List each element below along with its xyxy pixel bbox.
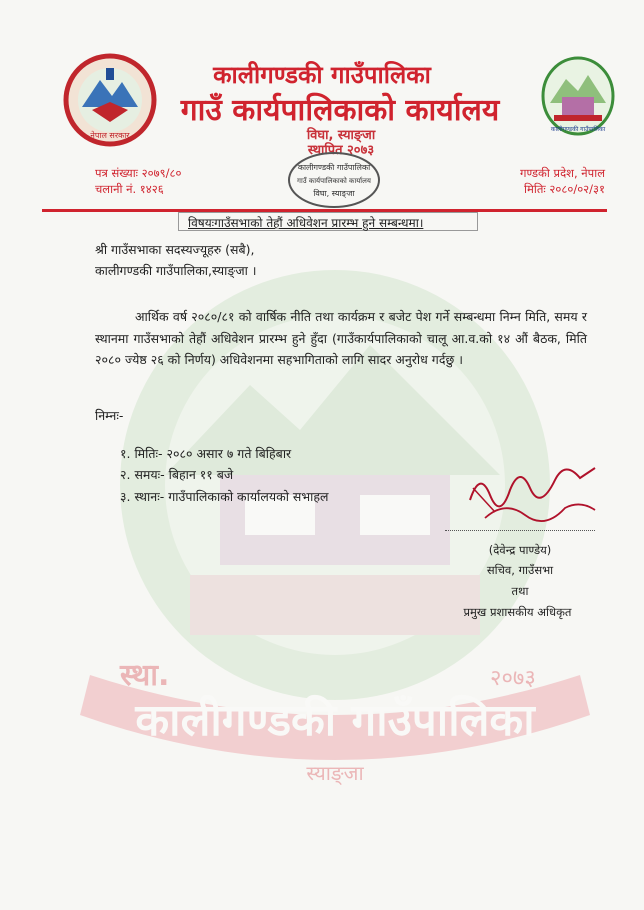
province: गण्डकी प्रदेश, नेपाल	[519, 166, 605, 180]
body-paragraph: आर्थिक वर्ष २०८०/८१ को वार्षिक नीति तथा कार्यक्रम र बजेट पेश गर्ने सम्बन्धमा निम्न मिति, समय र स्थानमा गाउँसभाको तेहौं अधिवेशन प्रारम्भ हुने हुँदा (गाउँकार्यपालिकाको चालू आ.व.को १४ औं बैठक, मिति २०८० ज्येष्ठ २६ को निर्णय) अधिवेशनमा सहभागिताको लागि सादर अनुरोध गर्दछु ।	[95, 309, 587, 367]
recipient-line: कालीगण्डकी गाउँपालिका,स्याङ्जा ।	[95, 263, 257, 278]
stamp-text: कालीगण्डकी गाउँपालिका	[297, 163, 371, 172]
letter-number: पत्र संख्याः २०७९/८०	[95, 166, 182, 180]
signatory-title: सचिव, गाउँसभा	[486, 563, 554, 577]
dispatch-number: चलानी नं. १४२६	[95, 182, 164, 196]
list-item: १. मितिः- २०८० असार ७ गते बिहिबार	[120, 446, 292, 461]
office-stamp	[286, 150, 382, 210]
watermark-banner-text: कालीगण्डकी गाउँपालिका	[135, 695, 535, 746]
office-name: गाउँ कार्यपालिकाको कार्यालय	[180, 93, 500, 128]
recipient-line: श्री गाउँसभाका सदस्यज्यूहरु (सबै),	[95, 242, 255, 257]
watermark-sub-text: स्याङ्जा	[306, 761, 364, 785]
signature-line	[445, 530, 595, 531]
signatory-name: (देवेन्द्र पाण्डेय)	[488, 543, 552, 557]
municipality-name: कालीगण्डकी गाउँपालिका	[213, 61, 431, 89]
signatory-conjunction: तथा	[511, 584, 529, 598]
subject-line: विषयःगाउँसभाको तेहौं अधिवेशन प्रारम्भ हुने सम्बन्धमा।	[188, 216, 424, 230]
signatory-title-2: प्रमुख प्रशासकीय अधिकृत	[463, 605, 572, 619]
right-emblem-text: कालीगण्डकी गाउँपालिका	[550, 126, 606, 133]
list-item: २. समयः- बिहान ११ बजे	[120, 467, 234, 482]
watermark-left-text: स्था.	[120, 658, 170, 693]
left-emblem-text: नेपाल सरकार	[90, 131, 130, 140]
stamp-line: विघा, स्याङ्जा	[306, 128, 376, 143]
stamp-line: स्थापित २०७३	[307, 143, 375, 158]
watermark-right-text: २०७३	[490, 666, 536, 691]
list-intro: निम्नः-	[95, 408, 124, 423]
letter-date: मितिः २०८०/०२/३१	[524, 182, 605, 196]
handwritten-signature	[465, 450, 605, 525]
stamp-text: गाउँ कार्यपालिकाको कार्यालय	[297, 177, 371, 185]
stamp-text: विघा, स्याङ्जा	[313, 189, 355, 198]
list-item: ३. स्थानः- गाउँपालिकाको कार्यालयको सभाहल	[120, 489, 329, 504]
